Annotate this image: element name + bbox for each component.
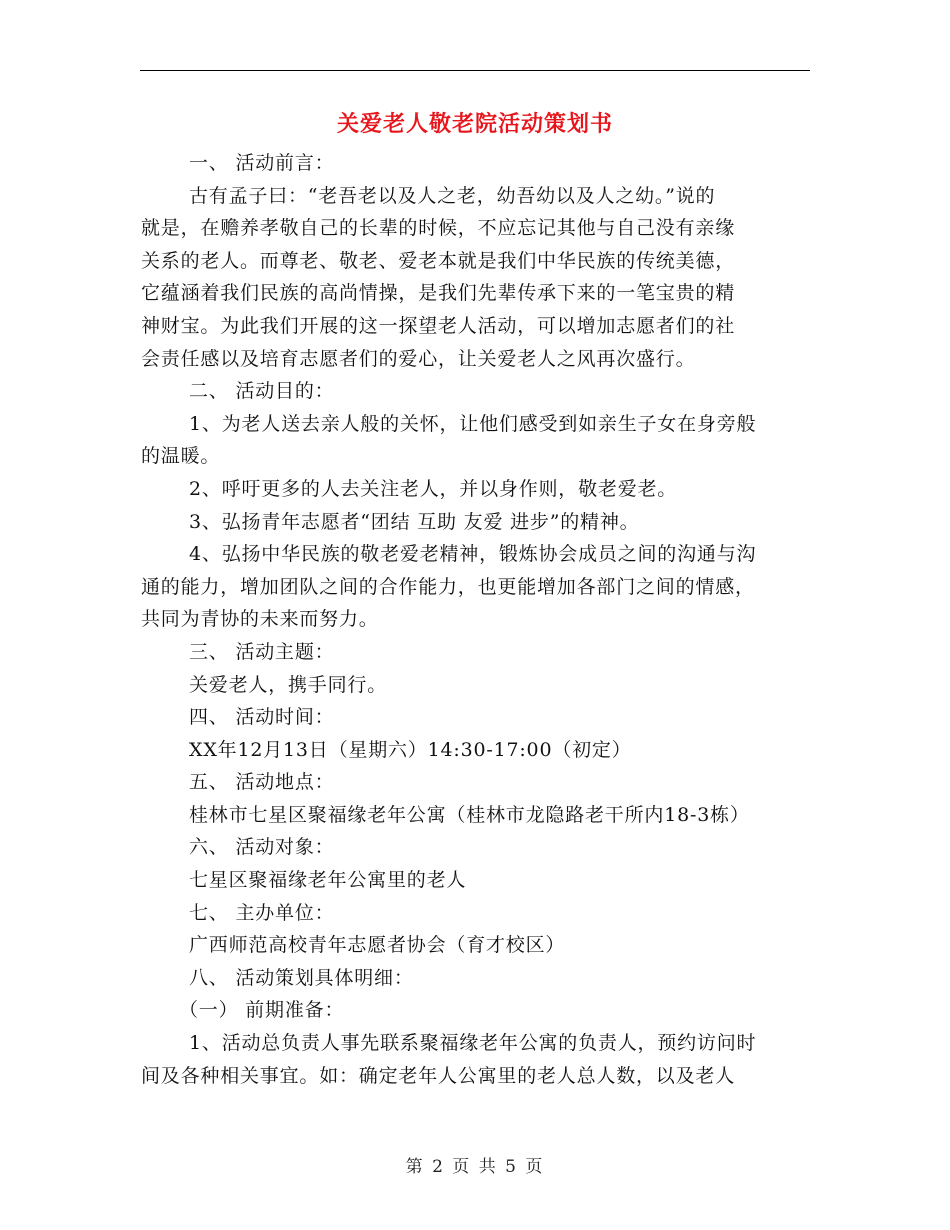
text-line: 3、弘扬青年志愿者“团结 互助 友爱 进步”的精神。 xyxy=(189,510,640,533)
text-line: 的温暖。 xyxy=(141,445,221,468)
text-line: 桂林市七星区聚福缘老年公寓（桂林市龙隐路老干所内18-3栋） xyxy=(189,803,750,826)
page-footer: 第 2 页 共 5 页 xyxy=(405,1157,545,1177)
text-line: 八、 活动策划具体明细： xyxy=(189,966,414,989)
document-body xyxy=(141,147,811,1092)
text-line: 会责任感以及培育志愿者们的爱心，让关爱老人之风再次盛行。 xyxy=(141,347,696,370)
text-line: 六、 活动对象： xyxy=(189,836,335,859)
text-line: 关爱老人，携手同行。 xyxy=(189,673,388,696)
text-line: 七星区聚福缘老年公寓里的老人 xyxy=(189,869,467,892)
text-line: 2、呼吁更多的人去关注老人，并以身作则，敬老爱老。 xyxy=(189,477,678,500)
text-line: 五、 活动地点： xyxy=(189,771,335,794)
text-line: 七、 主办单位： xyxy=(189,901,335,924)
text-line: 它蕴涵着我们民族的高尚情操，是我们先辈传承下来的一笔宝贵的精 xyxy=(141,282,736,305)
text-line: 通的能力，增加团队之间的合作能力，也更能增加各部门之间的情感， xyxy=(141,575,755,598)
text-line: 一、 活动前言： xyxy=(189,152,335,174)
text-line: 1、为老人送去亲人般的关怀，让他们感受到如亲生子女在身旁般 xyxy=(189,412,757,435)
text-line: 关系的老人。而尊老、敬老、爱老本就是我们中华民族的传统美德， xyxy=(141,249,736,272)
document-title: 关爱老人敬老院活动策划书 xyxy=(336,111,613,137)
text-line: 四、 活动时间： xyxy=(189,706,335,729)
text-line: 三、 活动主题： xyxy=(189,640,335,663)
text-line: 4、弘扬中华民族的敬老爱老精神，锻炼协会成员之间的沟通与沟 xyxy=(189,543,757,566)
text-line: 古有孟子曰：“老吾老以及人之老，幼吾幼以及人之幼。”说的 xyxy=(189,184,716,207)
text-line: （一） 前期准备： xyxy=(179,999,345,1022)
text-line: 1、活动总负责人事先联系聚福缘老年公寓的负责人，预约访问时 xyxy=(189,1032,757,1055)
text-line: 共同为青协的未来而努力。 xyxy=(141,608,379,631)
text-line: 就是，在赡养孝敬自己的长辈的时候，不应忘记其他与自己没有亲缘 xyxy=(141,217,736,240)
header-rule xyxy=(140,70,810,71)
text-line: XX年12月13日（星期六）14:30-17:00（初定） xyxy=(189,738,632,761)
text-line: 神财宝。为此我们开展的这一探望老人活动，可以增加志愿者们的社 xyxy=(141,314,736,337)
text-line: 二、 活动目的： xyxy=(189,380,335,403)
text-line: 广西师范高校青年志愿者协会（育才校区） xyxy=(189,934,566,957)
text-line: 间及各种相关事宜。如：确定老年人公寓里的老人总人数，以及老人 xyxy=(141,1064,736,1087)
